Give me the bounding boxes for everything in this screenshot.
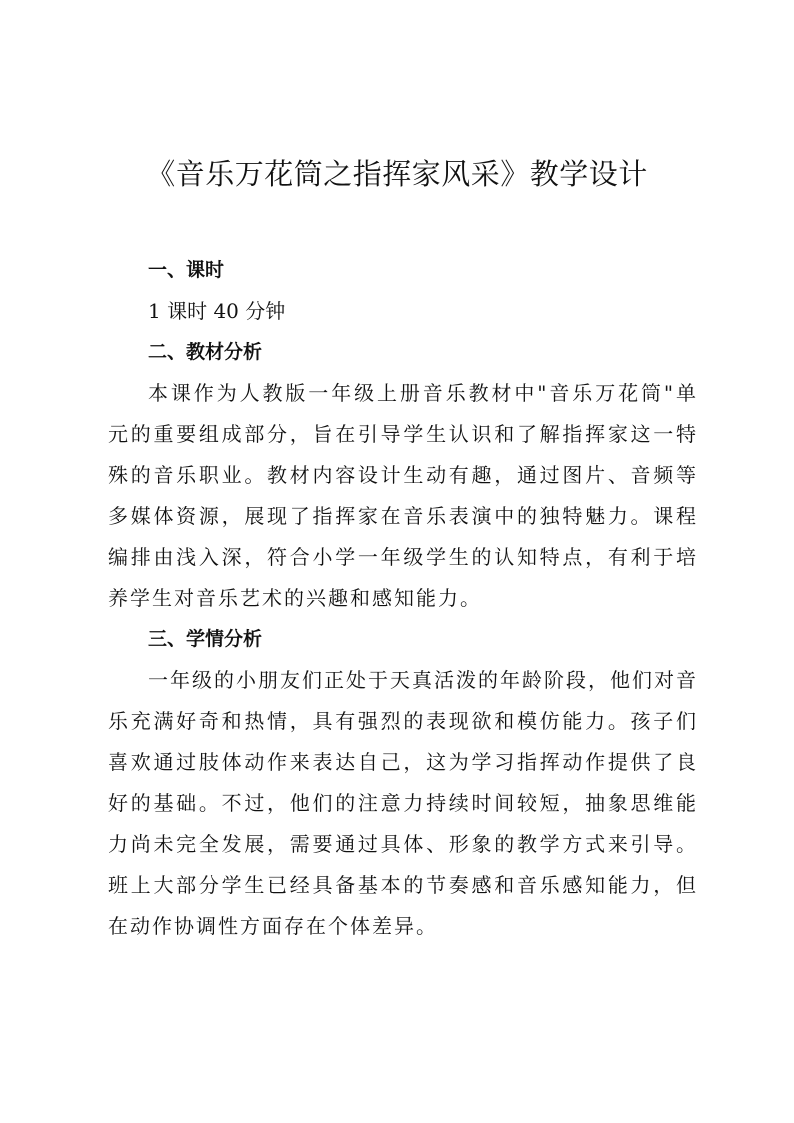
student-analysis-paragraph: 一年级的小朋友们正处于天真活泼的年龄阶段，他们对音乐充满好奇和热情，具有强烈的表现欲和模仿能力。孩子们喜欢通过肢体动作来表达自己，这为学习指挥动作提供了良好的基础。不过，他们的注意力持续时间较短，抽象思维能力尚未完全发展，需要通过具体、形象的教学方式来引导。班上大部分学生已经具备基本的节奏感和音乐感知能力，但在动作协调性方面存在个体差异。	[108, 668, 698, 938]
section-heading-student-analysis: 三、学情分析	[148, 628, 263, 650]
section-heading-textbook-analysis: 二、教材分析	[148, 341, 263, 363]
document-body	[108, 250, 698, 947]
class-hours-text: 1 课时 40 分钟	[148, 299, 286, 323]
textbook-analysis-paragraph: 本课作为人教版一年级上册音乐教材中"音乐万花筒"单元的重要组成部分，旨在引导学生认识和了解指挥家这一特殊的音乐职业。教材内容设计生动有趣，通过图片、音频等多媒体资源，展现了指挥家在音乐表演中的独特魅力。课程编排由浅入深，符合小学一年级学生的认知特点，有利于培养学生对音乐艺术的兴趣和感知能力。	[108, 381, 698, 610]
document-title: 《音乐万花筒之指挥家风采》教学设计	[146, 157, 648, 191]
section-heading-class-hours: 一、课时	[148, 259, 225, 281]
